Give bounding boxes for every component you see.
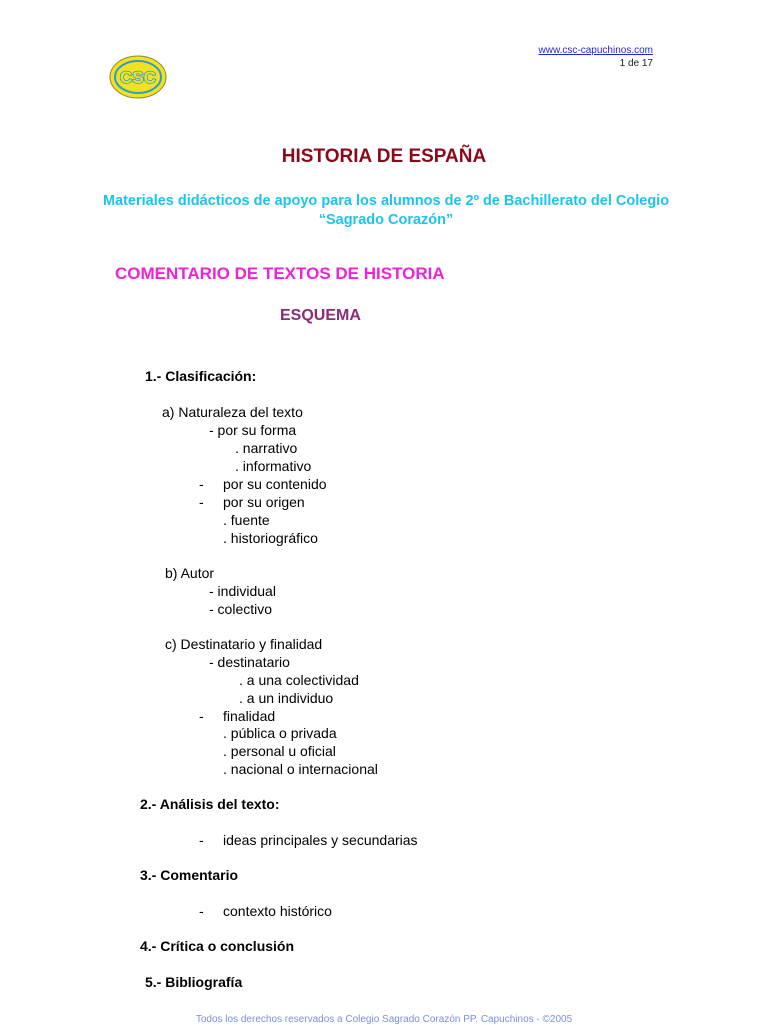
list-item: . historiográfico (223, 530, 318, 546)
section-5-heading: 5.- Bibliografía (145, 974, 243, 990)
list-item: . a un individuo (239, 690, 334, 706)
list-item: . personal u oficial (223, 743, 336, 759)
item-a-label: a) Naturaleza del texto (162, 404, 303, 420)
document-subtitle: Materiales didácticos de apoyo para los alumnos de 2º de Bachillerato del Colegio “Sagrado Corazón” (102, 193, 670, 228)
list-item: ideas principales y secundarias (223, 832, 418, 848)
list-item: - por su forma (209, 422, 297, 438)
copyright-footer: Todos los derechos reservados a Colegio Sagrado Corazón PP. Capuchinos - ©2005 (195, 1014, 573, 1025)
section-1-heading: 1.- Clasificación: (145, 368, 257, 384)
list-item: . pública o privada (223, 725, 337, 741)
list-item: . narrativo (235, 440, 298, 456)
page-number: 1 de 17 (619, 58, 653, 69)
list-item: - colectivo (209, 601, 273, 617)
item-b-label: b) Autor (165, 565, 215, 581)
website-link[interactable]: www.csc-capuchinos.com (538, 45, 653, 56)
list-item: - destinatario (209, 654, 290, 670)
list-item: por su contenido (223, 476, 327, 492)
list-item: . a una colectividad (239, 672, 359, 688)
section-2-heading: 2.- Análisis del texto: (140, 796, 280, 812)
list-dash: - (199, 494, 204, 510)
list-item: por su origen (223, 494, 305, 510)
section-3-heading: 3.- Comentario (140, 867, 239, 883)
section-title: COMENTARIO DE TEXTOS DE HISTORIA (115, 264, 445, 283)
list-item: . informativo (235, 458, 312, 474)
list-item: . fuente (223, 512, 270, 528)
list-item: contexto histórico (223, 903, 332, 919)
school-logo (108, 54, 168, 100)
item-c-label: c) Destinatario y finalidad (165, 636, 323, 652)
list-dash: - (199, 476, 204, 492)
list-dash: - (199, 903, 204, 919)
section-4-heading: 4.- Crítica o conclusión (140, 938, 295, 954)
list-item: finalidad (223, 708, 276, 724)
logo-text: CSC (120, 68, 156, 87)
list-item: . nacional o internacional (223, 761, 378, 777)
document-title: HISTORIA DE ESPAÑA (281, 146, 487, 167)
list-item: - individual (209, 583, 276, 599)
list-dash: - (199, 708, 204, 724)
scheme-title: ESQUEMA (280, 307, 361, 324)
list-dash: - (199, 832, 204, 848)
